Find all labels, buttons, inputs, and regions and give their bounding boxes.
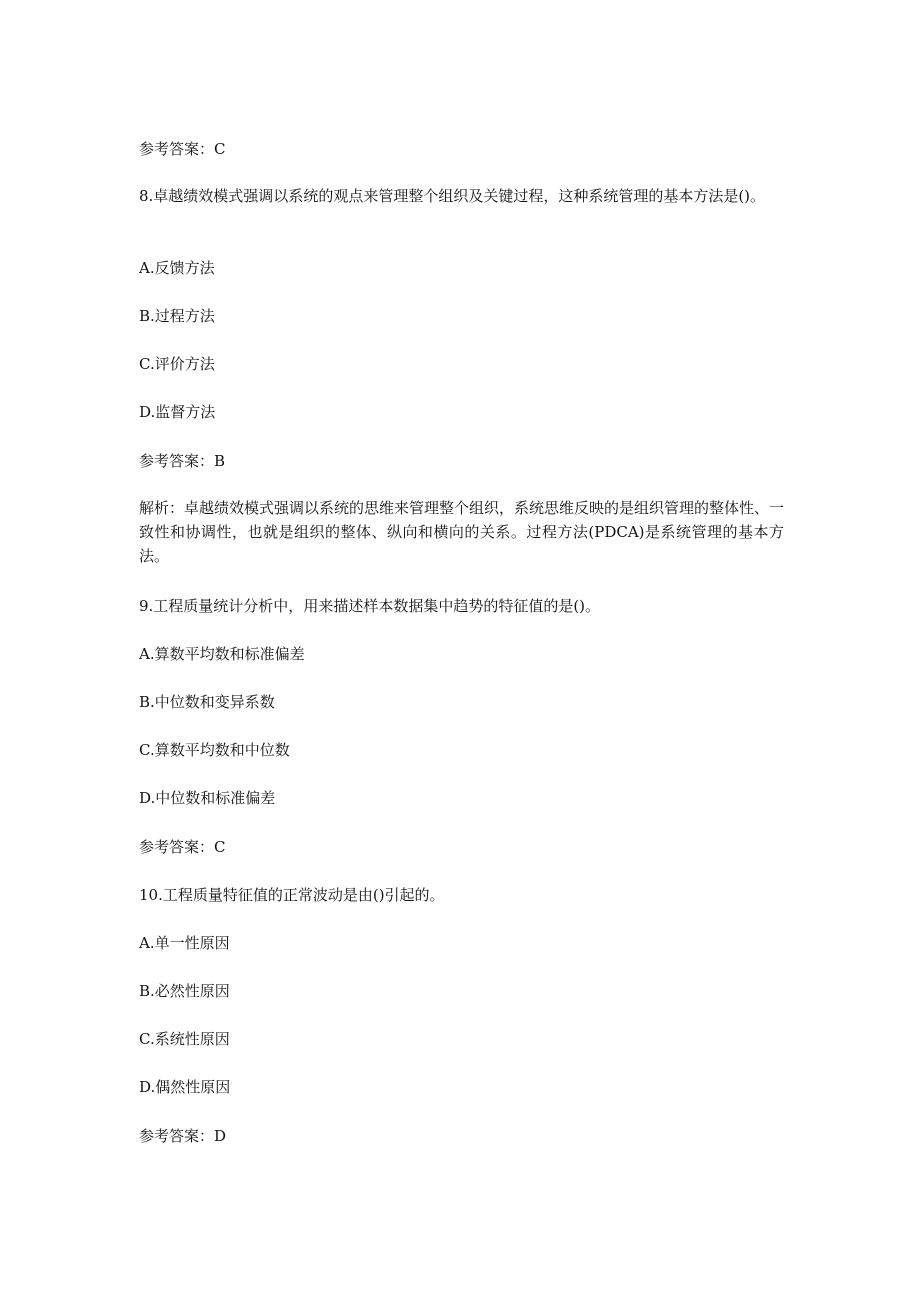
q10-option-b: B.必然性原因	[139, 982, 230, 1000]
q9-option-c: C.算数平均数和中位数	[139, 741, 290, 759]
q9-option-d: D.中位数和标准偏差	[139, 789, 276, 807]
q8-option-c: C.评价方法	[139, 355, 215, 373]
q10-option-c: C.系统性原因	[139, 1030, 230, 1048]
q9-question: 9.工程质量统计分析中，用来描述样本数据集中趋势的特征值的是()。	[139, 597, 601, 615]
q8-option-a: A.反馈方法	[139, 259, 215, 277]
q10-option-d: D.偶然性原因	[139, 1078, 231, 1096]
q8-analysis: 解析：卓越绩效模式强调以系统的思维来管理整个组织，系统思维反映的是组织管理的整体性、一致性和协调性，也就是组织的整体、纵向和横向的关系。过程方法(PDCA)是系统管理的基本方法。	[139, 499, 785, 565]
q8-answer: 参考答案：B	[139, 452, 226, 470]
q7-answer: 参考答案：C	[139, 140, 226, 158]
q9-answer: 参考答案：C	[139, 838, 226, 856]
q10-question: 10.工程质量特征值的正常波动是由()引起的。	[139, 886, 445, 904]
q9-option-a: A.算数平均数和标准偏差	[139, 645, 305, 663]
q9-option-b: B.中位数和变异系数	[139, 693, 275, 711]
q8-option-d: D.监督方法	[139, 403, 216, 421]
q8-option-b: B.过程方法	[139, 307, 215, 325]
q8-question: 8.卓越绩效模式强调以系统的观点来管理整个组织及关键过程，这种系统管理的基本方法是()。	[139, 187, 766, 205]
q10-option-a: A.单一性原因	[139, 934, 230, 952]
q10-answer: 参考答案：D	[139, 1127, 227, 1145]
